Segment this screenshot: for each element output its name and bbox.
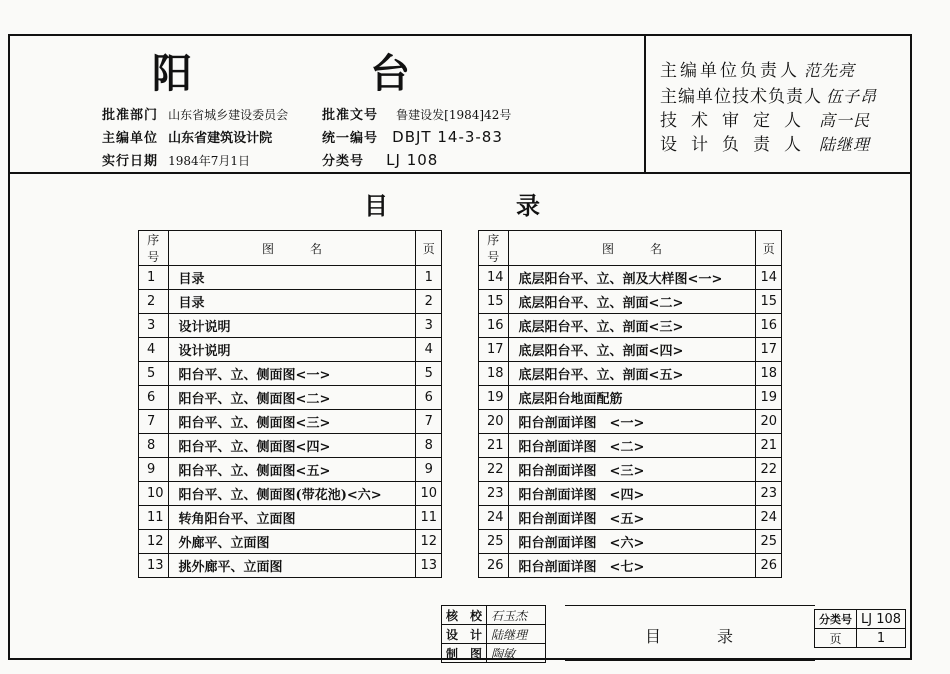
toc-row-name: 阳台平、立、侧面图<三> [168,410,416,434]
toc-row-page: 18 [756,362,782,386]
toc-row [479,434,782,458]
toc-row-number: 18 [479,362,509,386]
toc-row-number: 14 [479,266,509,290]
toc-row-page: 16 [756,314,782,338]
toc-row [139,434,442,458]
approval-dept-label: 批准部门 [102,108,159,123]
toc-row-number: 3 [139,314,169,338]
toc-row [139,506,442,530]
toc-row [479,314,782,338]
toc-row-page: 13 [416,554,442,578]
toc-row-number: 11 [139,506,169,530]
toc-row-page: 12 [416,530,442,554]
effective-date-label: 实行日期 [102,154,159,169]
toc-row [479,362,782,386]
toc-row-name: 阳台剖面详图 <一> [508,410,756,434]
title-block-signatures [441,605,546,663]
toc-row-page: 5 [416,362,442,386]
editor-unit-label: 主编单位 [102,131,159,146]
category-label: 分类号 [322,154,365,169]
toc-table-left [138,230,442,578]
toc-row-name: 底层阳台平、立、剖面<五> [508,362,756,386]
toc-row-number: 24 [479,506,509,530]
toc-row-name: 目录 [168,266,416,290]
responsible-signature: 陆继理 [819,135,871,154]
toc-row-number: 12 [139,530,169,554]
toc-row-name: 设计说明 [168,314,416,338]
designer-label: 设 计 [442,625,487,644]
toc-row-page: 14 [756,266,782,290]
toc-row-page: 1 [416,266,442,290]
toc-row [479,386,782,410]
toc-row-page: 6 [416,386,442,410]
tb-page-label: 页 [815,629,857,648]
toc-row-page: 23 [756,482,782,506]
responsible-role: 技术审定人 [660,111,815,131]
toc-row [139,338,442,362]
toc-row-number: 16 [479,314,509,338]
responsible-row [660,106,870,131]
tb-category-label: 分类号 [815,610,857,629]
toc-row-name: 底层阳台平、立、剖面<四> [508,338,756,362]
title-block-code [814,609,906,648]
unified-code: DBJT 14-3-83 [392,128,503,146]
approval-doc-label: 批准文号 [322,108,379,123]
responsible-signature: 高一民 [819,111,871,130]
tb-category: LJ 108 [857,610,906,629]
toc-row [479,482,782,506]
toc-row [139,290,442,314]
toc-row-name: 阳台剖面详图 <二> [508,434,756,458]
toc-row [139,266,442,290]
toc-row-name: 底层阳台平、立、剖面<二> [508,290,756,314]
toc-row-page: 19 [756,386,782,410]
col-page-header: 页 [416,231,442,266]
toc-right-body [479,266,782,578]
toc-row-number: 7 [139,410,169,434]
toc-row-name: 设计说明 [168,338,416,362]
toc-row-number: 21 [479,434,509,458]
toc-row [139,410,442,434]
toc-row-page: 8 [416,434,442,458]
title-char-2: 台 [370,51,412,97]
toc-row-name: 挑外廊平、立面图 [168,554,416,578]
toc-row-number: 22 [479,458,509,482]
toc-row-page: 4 [416,338,442,362]
toc-row-number: 25 [479,530,509,554]
toc-row [479,554,782,578]
toc-row-page: 11 [416,506,442,530]
toc-row-number: 6 [139,386,169,410]
toc-row [479,290,782,314]
toc-row-page: 20 [756,410,782,434]
responsible-role: 设计负责人 [660,135,815,155]
toc-title-char-1: 目 [364,192,388,220]
toc-row-name: 阳台剖面详图 <三> [508,458,756,482]
toc-row-name: 阳台平、立、侧面图(带花池)<六> [168,482,416,506]
toc-row-page: 10 [416,482,442,506]
toc-row-number: 1 [139,266,169,290]
toc-row-name: 转角阳台平、立面图 [168,506,416,530]
toc-row-page: 3 [416,314,442,338]
toc-row-number: 10 [139,482,169,506]
toc-row-page: 25 [756,530,782,554]
toc-row-number: 2 [139,290,169,314]
toc-row-page: 2 [416,290,442,314]
col-name-header: 图 名 [168,231,416,266]
toc-row-number: 13 [139,554,169,578]
toc-row-name: 阳台平、立、侧面图<一> [168,362,416,386]
header-bottom-line [8,172,912,174]
toc-row-number: 15 [479,290,509,314]
toc-table-right [478,230,782,578]
toc-row-page: 7 [416,410,442,434]
responsible-role: 主编单位负责人 [660,61,800,81]
toc-row-number: 8 [139,434,169,458]
toc-row [139,386,442,410]
responsible-row [660,82,877,107]
toc-row [139,314,442,338]
toc-row-page: 22 [756,458,782,482]
toc-row-name: 阳台平、立、侧面图<四> [168,434,416,458]
toc-row [479,506,782,530]
header-divider [644,34,646,174]
category-row [322,150,438,169]
toc-row-number: 19 [479,386,509,410]
editor-unit: 山东省建筑设计院 [168,131,273,146]
toc-row-number: 23 [479,482,509,506]
toc-row-name: 底层阳台地面配筋 [508,386,756,410]
toc-row-name: 目录 [168,290,416,314]
responsible-row [660,56,855,81]
drafter-label: 制 图 [442,644,487,663]
toc-row-page: 26 [756,554,782,578]
effective-date: 1984年7月1日 [168,154,250,168]
toc-row [139,362,442,386]
toc-row [139,482,442,506]
toc-title-char-2: 录 [516,192,540,220]
toc-row-number: 9 [139,458,169,482]
toc-row [139,458,442,482]
unified-code-row [322,127,503,146]
approval-dept-row [102,104,288,123]
unified-code-label: 统一编号 [322,131,379,146]
approval-dept: 山东省城乡建设委员会 [168,108,289,122]
effective-date-row [102,150,250,169]
checker-sign: 石玉杰 [487,606,546,625]
toc-left-body [139,266,442,578]
toc-row-name: 阳台剖面详图 <五> [508,506,756,530]
col-no-header: 序号 [139,231,169,266]
responsible-signature: 伍子昂 [826,87,878,106]
drawing-name-char-2: 录 [717,627,734,646]
toc-row-name: 阳台剖面详图 <四> [508,482,756,506]
toc-row-number: 4 [139,338,169,362]
toc-row [139,554,442,578]
toc-row [479,530,782,554]
drafter-sign: 陶敏 [487,644,546,663]
toc-row [479,266,782,290]
toc-row-name: 底层阳台平、立、剖面<三> [508,314,756,338]
toc-row-name: 阳台剖面详图 <七> [508,554,756,578]
toc-row-page: 9 [416,458,442,482]
toc-row-name: 底层阳台平、立、剖及大样图<一> [508,266,756,290]
toc-row [139,530,442,554]
responsible-signature: 范先亮 [804,61,856,80]
col-name-header: 图 名 [508,231,756,266]
responsible-role: 主编单位技术负责人 [660,87,822,107]
responsible-row [660,130,870,155]
toc-row-number: 26 [479,554,509,578]
toc-row-page: 17 [756,338,782,362]
toc-row-page: 15 [756,290,782,314]
checker-label: 核 校 [442,606,487,625]
approval-doc: 鲁建设发[1984]42号 [396,108,512,122]
drawing-name-char-1: 目 [645,627,662,646]
col-page-header: 页 [756,231,782,266]
toc-row-page: 21 [756,434,782,458]
editor-unit-row [102,127,272,146]
category-code: LJ 108 [386,151,439,169]
toc-row-number: 5 [139,362,169,386]
toc-row-number: 20 [479,410,509,434]
toc-row-name: 外廊平、立面图 [168,530,416,554]
designer-sign: 陆继理 [487,625,546,644]
col-no-header: 序号 [479,231,509,266]
toc-row [479,458,782,482]
toc-row [479,338,782,362]
toc-row-name: 阳台平、立、侧面图<二> [168,386,416,410]
approval-doc-row [322,104,511,123]
toc-row-name: 阳台平、立、侧面图<五> [168,458,416,482]
toc-row-page: 24 [756,506,782,530]
toc-row-name: 阳台剖面详图 <六> [508,530,756,554]
title-char-1: 阳 [152,51,194,97]
tb-page: 1 [857,629,906,648]
toc-row [479,410,782,434]
drawing-name-cell [565,605,815,661]
toc-row-number: 17 [479,338,509,362]
